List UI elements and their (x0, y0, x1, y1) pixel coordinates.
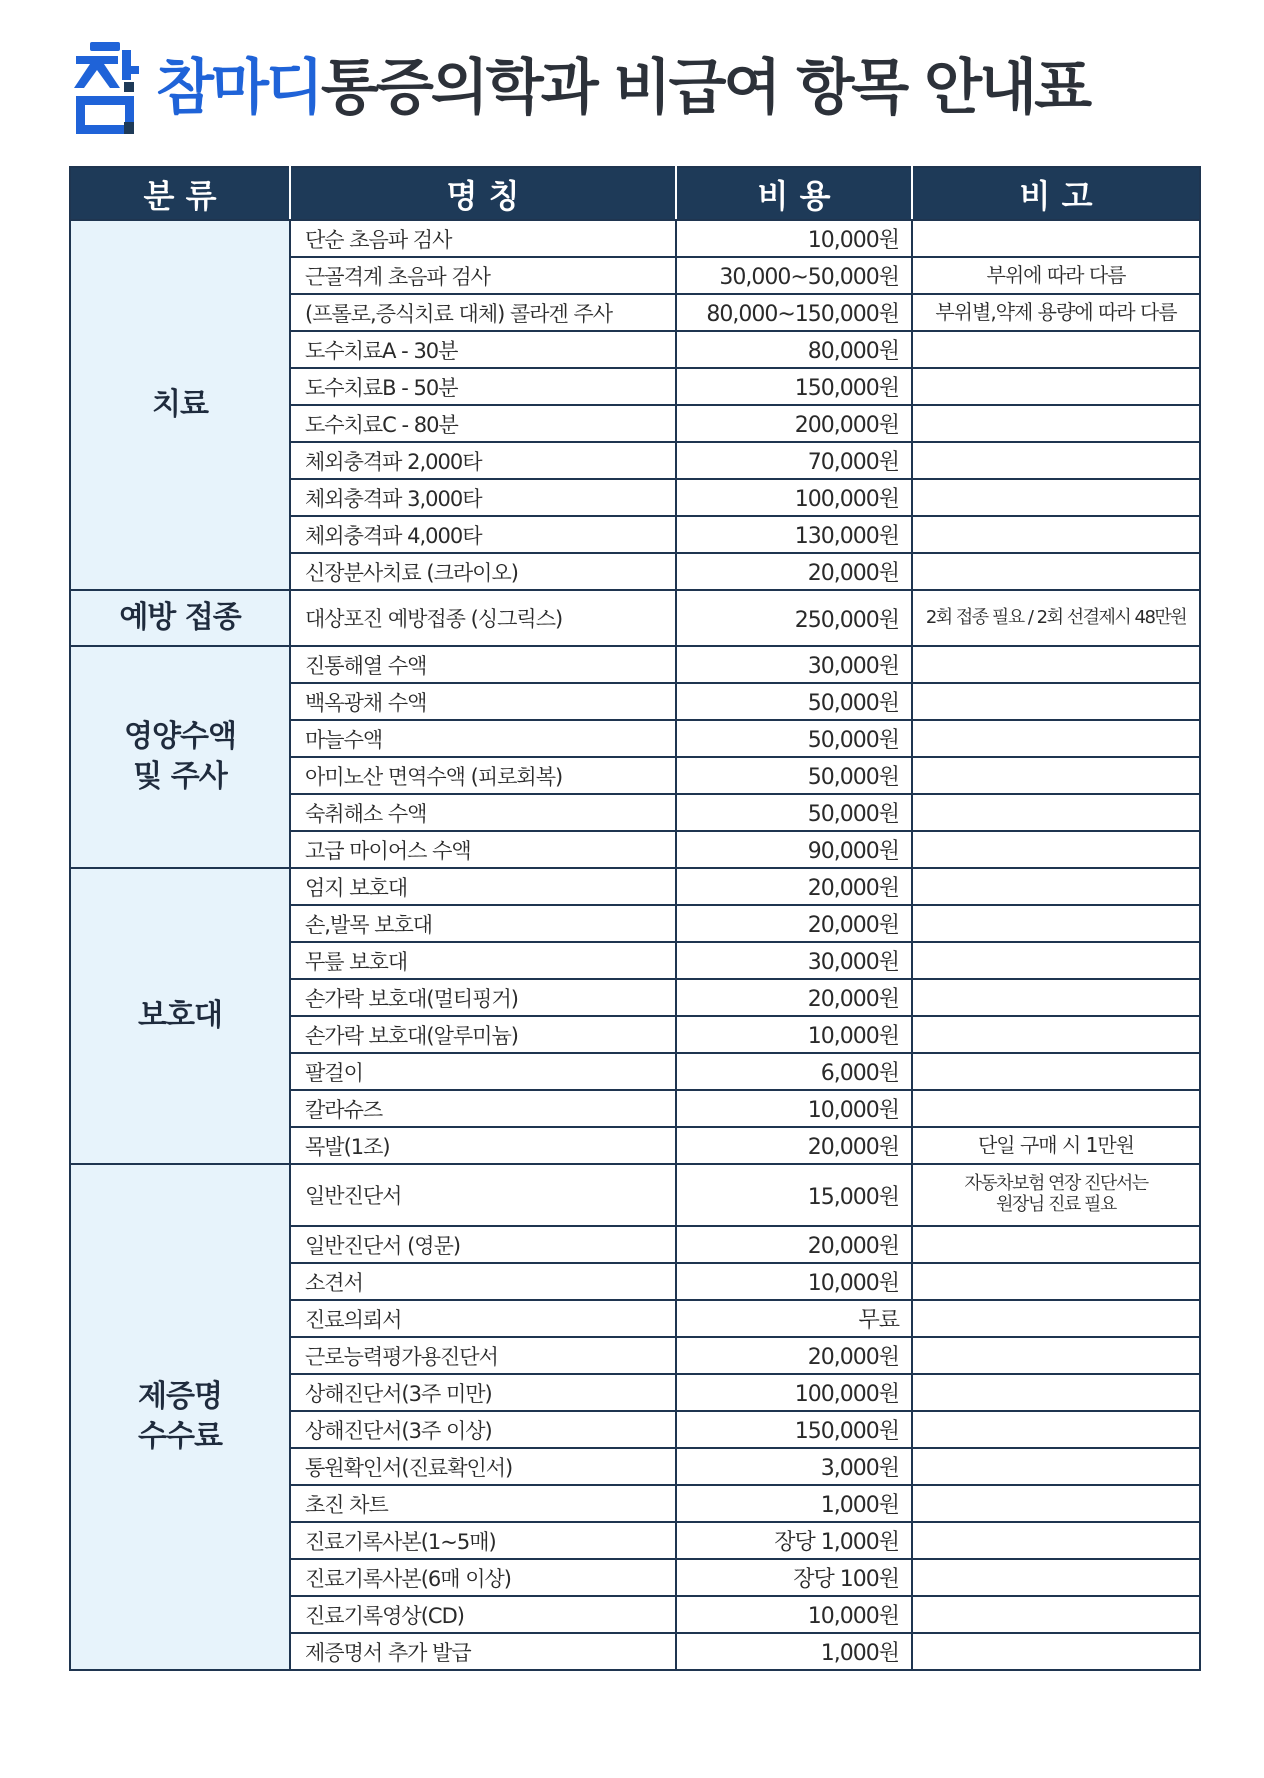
table-row (70, 590, 1200, 646)
item-price-cell: 50,000원 (676, 720, 912, 757)
item-price-cell: 100,000원 (676, 479, 912, 516)
item-name-cell: 진료의뢰서 (290, 1300, 676, 1337)
item-price-cell: 20,000원 (676, 979, 912, 1016)
category-cell: 치료 (70, 220, 290, 590)
title-brand-name: 참마디 (156, 53, 321, 123)
item-note-cell (912, 683, 1200, 720)
item-note-cell (912, 368, 1200, 405)
non-covered-fee-table (69, 166, 1201, 1671)
table-row (70, 220, 1200, 257)
item-price-cell: 250,000원 (676, 590, 912, 646)
item-note-cell (912, 1596, 1200, 1633)
item-name-cell: 일반진단서 (영문) (290, 1226, 676, 1263)
item-name-cell: 손가락 보호대(알루미늄) (290, 1016, 676, 1053)
item-name-cell: 손,발목 보호대 (290, 905, 676, 942)
item-price-cell: 150,000원 (676, 368, 912, 405)
item-price-cell: 10,000원 (676, 1090, 912, 1127)
item-name-cell: 근로능력평가용진단서 (290, 1337, 676, 1374)
item-name-cell: 진료기록사본(1~5매) (290, 1522, 676, 1559)
item-name-cell: 무릎 보호대 (290, 942, 676, 979)
item-name-cell: 도수치료C - 80분 (290, 405, 676, 442)
item-price-cell: 20,000원 (676, 1127, 912, 1164)
item-note-cell (912, 757, 1200, 794)
category-cell: 제증명 수수료 (70, 1164, 290, 1670)
item-name-cell: 고급 마이어스 수액 (290, 831, 676, 868)
item-price-cell: 100,000원 (676, 1374, 912, 1411)
item-note-cell (912, 1374, 1200, 1411)
item-note-cell (912, 1226, 1200, 1263)
item-note-cell (912, 905, 1200, 942)
item-name-cell: 초진 차트 (290, 1485, 676, 1522)
item-note-cell: 부위별,약제 용량에 따라 다름 (912, 294, 1200, 331)
item-note-cell (912, 553, 1200, 590)
item-name-cell: 체외충격파 2,000타 (290, 442, 676, 479)
item-name-cell: 제증명서 추가 발급 (290, 1633, 676, 1670)
item-note-cell (912, 220, 1200, 257)
category-cell: 보호대 (70, 868, 290, 1164)
column-header-cost: 비 용 (676, 167, 912, 220)
item-note-cell (912, 942, 1200, 979)
category-cell: 예방 접종 (70, 590, 290, 646)
item-price-cell: 50,000원 (676, 683, 912, 720)
column-header-remarks: 비 고 (912, 167, 1200, 220)
item-note-cell (912, 1485, 1200, 1522)
item-name-cell: 신장분사치료 (크라이오) (290, 553, 676, 590)
item-price-cell: 10,000원 (676, 220, 912, 257)
item-price-cell: 70,000원 (676, 442, 912, 479)
item-price-cell: 20,000원 (676, 1337, 912, 1374)
item-price-cell: 30,000원 (676, 942, 912, 979)
title-heading: 통증의학과 비급여 항목 안내표 (320, 53, 1090, 123)
category-cell: 영양수액 및 주사 (70, 646, 290, 868)
item-note-cell (912, 405, 1200, 442)
item-note-cell (912, 831, 1200, 868)
item-note-cell (912, 1053, 1200, 1090)
item-name-cell: 팔걸이 (290, 1053, 676, 1090)
item-price-cell: 장당 100원 (676, 1559, 912, 1596)
brand-logo-icon (68, 40, 140, 136)
item-note-cell (912, 720, 1200, 757)
item-note-cell (912, 868, 1200, 905)
item-price-cell: 10,000원 (676, 1016, 912, 1053)
item-price-cell: 20,000원 (676, 868, 912, 905)
item-name-cell: 대상포진 예방접종 (싱그릭스) (290, 590, 676, 646)
item-note-cell (912, 794, 1200, 831)
item-price-cell: 3,000원 (676, 1448, 912, 1485)
column-header-category: 분 류 (70, 167, 290, 220)
item-price-cell: 90,000원 (676, 831, 912, 868)
item-price-cell: 130,000원 (676, 516, 912, 553)
item-note-cell (912, 1559, 1200, 1596)
item-price-cell: 80,000~150,000원 (676, 294, 912, 331)
item-note-cell (912, 1016, 1200, 1053)
item-note-cell: 단일 구매 시 1만원 (912, 1127, 1200, 1164)
item-name-cell: 숙취해소 수액 (290, 794, 676, 831)
item-note-cell (912, 1448, 1200, 1485)
item-note-cell (912, 479, 1200, 516)
item-name-cell: 일반진단서 (290, 1164, 676, 1226)
item-name-cell: 소견서 (290, 1263, 676, 1300)
item-price-cell: 무료 (676, 1300, 912, 1337)
item-name-cell: 엄지 보호대 (290, 868, 676, 905)
item-price-cell: 80,000원 (676, 331, 912, 368)
item-name-cell: 근골격계 초음파 검사 (290, 257, 676, 294)
item-note-cell (912, 646, 1200, 683)
item-price-cell: 50,000원 (676, 794, 912, 831)
item-note-cell (912, 516, 1200, 553)
item-price-cell: 1,000원 (676, 1485, 912, 1522)
item-name-cell: 백옥광채 수액 (290, 683, 676, 720)
item-price-cell: 150,000원 (676, 1411, 912, 1448)
item-name-cell: 마늘수액 (290, 720, 676, 757)
item-note-cell (912, 1090, 1200, 1127)
item-price-cell: 20,000원 (676, 553, 912, 590)
item-note-cell: 자동차보험 연장 진단서는 원장님 진료 필요 (912, 1164, 1200, 1226)
column-header-name: 명 칭 (290, 167, 676, 220)
item-name-cell: 체외충격파 4,000타 (290, 516, 676, 553)
item-name-cell: 도수치료B - 50분 (290, 368, 676, 405)
item-note-cell: 부위에 따라 다름 (912, 257, 1200, 294)
item-note-cell: 2회 접종 필요 / 2회 선결제시 48만원 (912, 590, 1200, 646)
item-note-cell (912, 979, 1200, 1016)
item-note-cell (912, 1337, 1200, 1374)
item-price-cell: 6,000원 (676, 1053, 912, 1090)
item-price-cell: 200,000원 (676, 405, 912, 442)
item-name-cell: 도수치료A - 30분 (290, 331, 676, 368)
item-price-cell: 20,000원 (676, 905, 912, 942)
item-note-cell (912, 1411, 1200, 1448)
table-row (70, 1164, 1200, 1226)
item-name-cell: 목발(1조) (290, 1127, 676, 1164)
item-note-cell (912, 442, 1200, 479)
item-note-cell (912, 1522, 1200, 1559)
item-name-cell: 손가락 보호대(멀티핑거) (290, 979, 676, 1016)
item-name-cell: 진료기록사본(6매 이상) (290, 1559, 676, 1596)
item-note-cell (912, 1633, 1200, 1670)
item-note-cell (912, 331, 1200, 368)
item-note-cell (912, 1300, 1200, 1337)
page-title (68, 38, 1198, 138)
item-price-cell: 20,000원 (676, 1226, 912, 1263)
item-name-cell: 진료기록영상(CD) (290, 1596, 676, 1633)
item-price-cell: 30,000원 (676, 646, 912, 683)
item-name-cell: 단순 초음파 검사 (290, 220, 676, 257)
item-price-cell: 10,000원 (676, 1596, 912, 1633)
item-name-cell: (프롤로,증식치료 대체) 콜라겐 주사 (290, 294, 676, 331)
item-name-cell: 상해진단서(3주 미만) (290, 1374, 676, 1411)
table-header-row (70, 167, 1200, 220)
table-row (70, 868, 1200, 905)
item-note-cell (912, 1263, 1200, 1300)
item-name-cell: 칼라슈즈 (290, 1090, 676, 1127)
item-name-cell: 아미노산 면역수액 (피로회복) (290, 757, 676, 794)
item-name-cell: 체외충격파 3,000타 (290, 479, 676, 516)
item-price-cell: 장당 1,000원 (676, 1522, 912, 1559)
item-price-cell: 30,000~50,000원 (676, 257, 912, 294)
item-name-cell: 진통해열 수액 (290, 646, 676, 683)
item-price-cell: 1,000원 (676, 1633, 912, 1670)
item-name-cell: 통원확인서(진료확인서) (290, 1448, 676, 1485)
item-name-cell: 상해진단서(3주 이상) (290, 1411, 676, 1448)
item-price-cell: 15,000원 (676, 1164, 912, 1226)
item-price-cell: 10,000원 (676, 1263, 912, 1300)
table-row (70, 646, 1200, 683)
item-price-cell: 50,000원 (676, 757, 912, 794)
